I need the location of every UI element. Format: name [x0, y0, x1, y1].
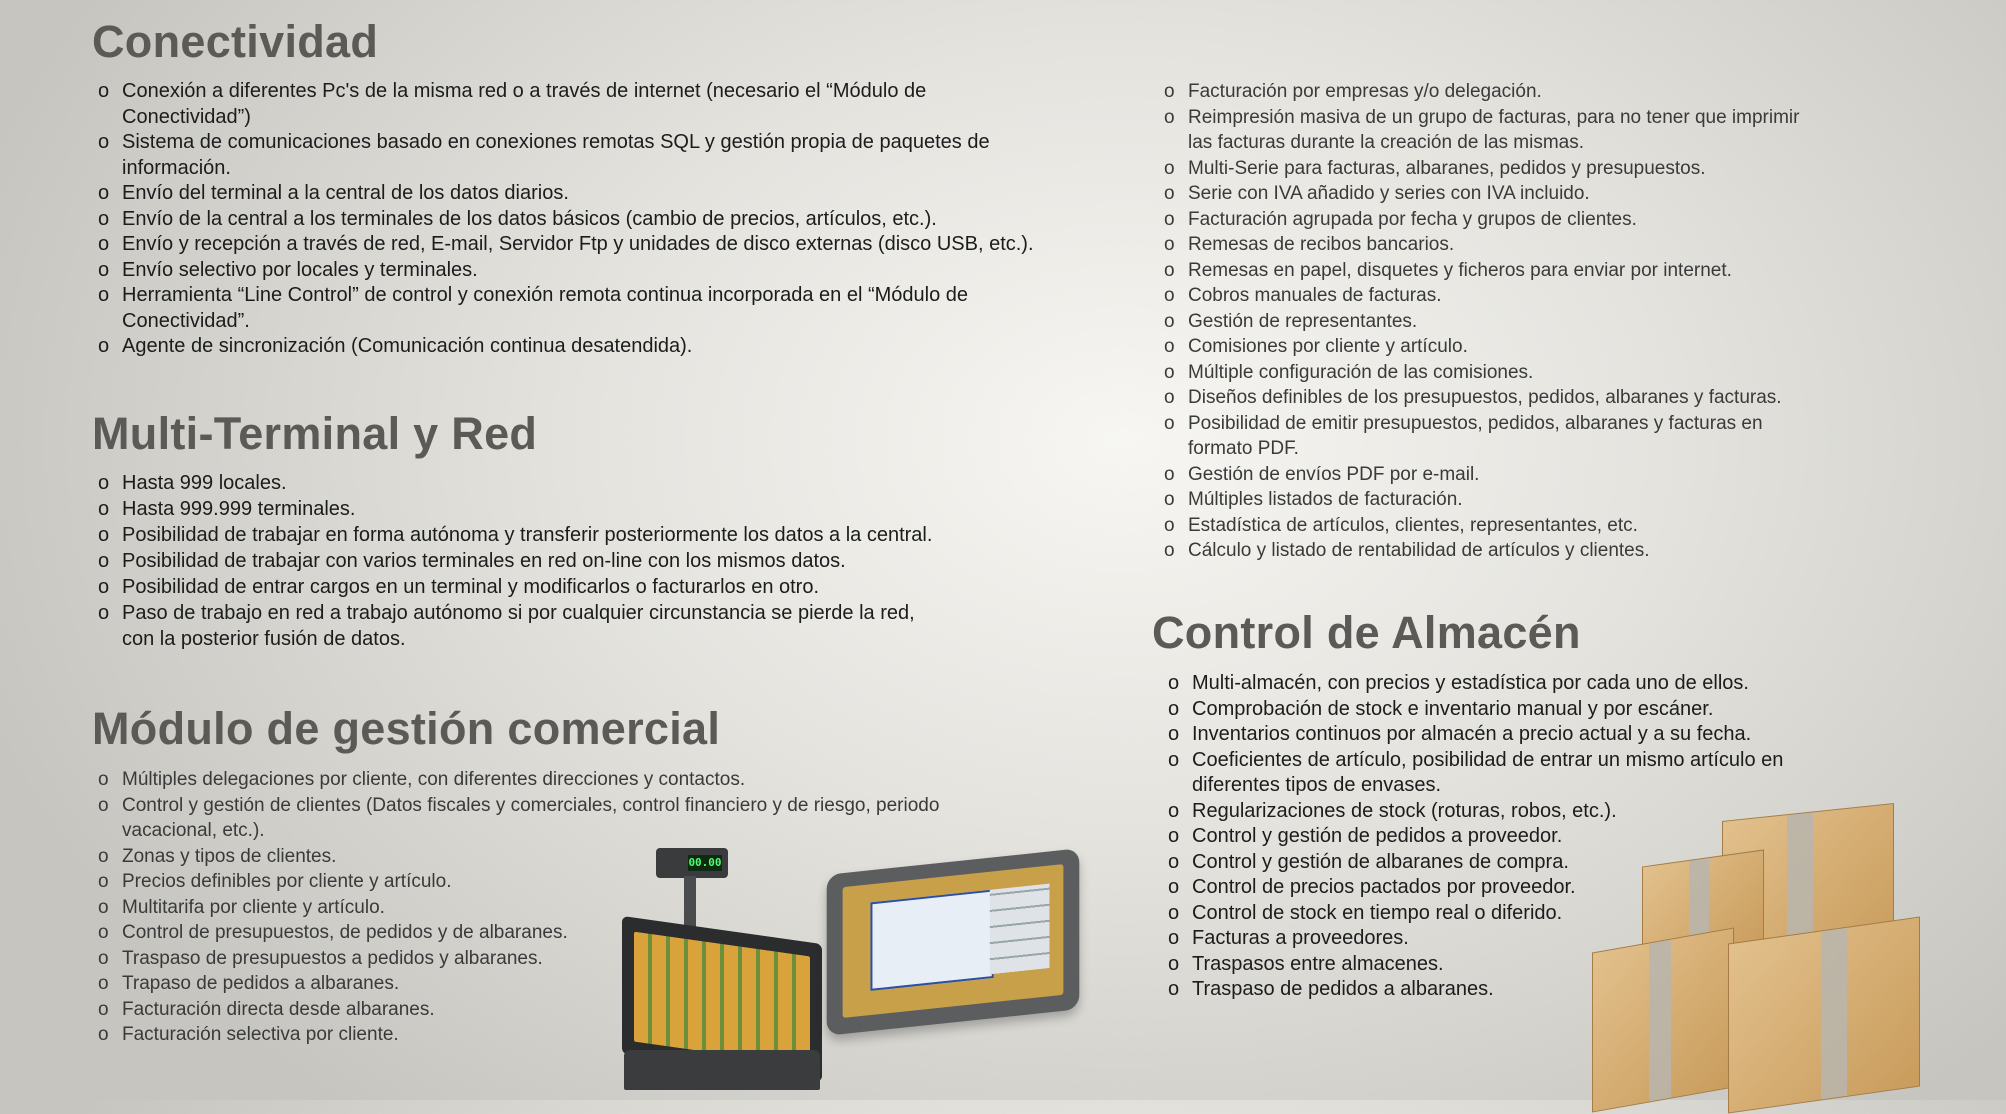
pos-display-digits: 00.00: [688, 856, 722, 869]
list-item: o Zonas y tipos de clientes.: [92, 844, 1032, 870]
list-item: o Envío y recepción a través de red, E-mail, Servidor Ftp y unidades de disco externas (disco USB, etc.).: [92, 232, 1052, 258]
list-item: o Multi-almacén, con precios y estadística por cada uno de ellos.: [1162, 671, 1842, 697]
heading-multiterminal: Multi-Terminal y Red: [92, 408, 538, 459]
list-item: o Sistema de comunicaciones basado en conexiones remotas SQL y gestión propia de paquetes de información.: [92, 130, 1052, 181]
list-item: o Conexión a diferentes Pc's de la misma red o a través de internet (necesario el “Módulo de Conectividad”): [92, 79, 1052, 130]
list-item: o Control de precios pactados por proveedor.: [1162, 875, 1842, 901]
list-item: o Facturas a proveedores.: [1162, 926, 1842, 952]
list-item: o Control y gestión de clientes (Datos fiscales y comerciales, control financiero y de riesgo, periodo vacacional, etc.).: [92, 793, 1032, 844]
list-item: o Traspaso de pedidos a albaranes.: [1162, 977, 1842, 1003]
pos-customer-display: [656, 848, 728, 878]
list-item: o Posibilidad de emitir presupuestos, pedidos, albaranes y facturas en formato PDF.: [1158, 411, 1818, 462]
list-item: o Posibilidad de trabajar en forma autónoma y transferir posteriormente los datos a la central.: [92, 522, 952, 548]
touch-tablet-icon: [827, 848, 1080, 1035]
list-item: o Remesas de recibos bancarios.: [1158, 232, 1818, 258]
list-item: o Serie con IVA añadido y series con IVA incluido.: [1158, 181, 1818, 207]
list-item: o Precios definibles por cliente y artículo.: [92, 869, 1032, 895]
list-item: o Envío del terminal a la central de los datos diarios.: [92, 181, 1052, 207]
pos-base: [624, 1050, 820, 1090]
list-item: o Comisiones por cliente y artículo.: [1158, 334, 1818, 360]
conectividad-list: [92, 79, 1052, 360]
list-item: o Traspasos entre almacenes.: [1162, 952, 1842, 978]
list-item: o Facturación directa desde albaranes.: [92, 997, 1032, 1023]
list-item: o Múltiple configuración de las comisiones.: [1158, 360, 1818, 386]
list-item: o Herramienta “Line Control” de control y conexión remota continua incorporada en el “Módulo de Conectividad”.: [92, 283, 1052, 334]
list-item: o Reimpresión masiva de un grupo de facturas, para no tener que imprimir las facturas durante la creación de las mismas.: [1158, 105, 1818, 156]
list-item: o Múltiples listados de facturación.: [1158, 487, 1818, 513]
list-item: o Envío de la central a los terminales de los datos básicos (cambio de precios, artículos, etc.).: [92, 207, 1052, 233]
multiterminal-list: [92, 470, 952, 652]
heading-almacen: Control de Almacén: [1152, 607, 1581, 658]
list-item: o Facturación por empresas y/o delegación.: [1158, 79, 1818, 105]
list-item: o Facturación selectiva por cliente.: [92, 1022, 1032, 1048]
heading-modulo-gestion: Módulo de gestión comercial: [92, 703, 721, 754]
list-item: o Múltiples delegaciones por cliente, con diferentes direcciones y contactos.: [92, 767, 1032, 793]
list-item: o Control y gestión de albaranes de compra.: [1162, 850, 1842, 876]
list-item: o Control de presupuestos, de pedidos y de albaranes.: [92, 920, 1032, 946]
list-item: o Cobros manuales de facturas.: [1158, 283, 1818, 309]
list-item: o Estadística de artículos, clientes, representantes, etc.: [1158, 513, 1818, 539]
list-item: o Multi-Serie para facturas, albaranes, pedidos y presupuestos.: [1158, 156, 1818, 182]
list-item: o Regularizaciones de stock (roturas, robos, etc.).: [1162, 799, 1842, 825]
list-item: o Control de stock en tiempo real o diferido.: [1162, 901, 1842, 927]
list-item: o Gestión de representantes.: [1158, 309, 1818, 335]
list-item: o Agente de sincronización (Comunicación continua desatendida).: [92, 334, 1052, 360]
list-item: o Inventarios continuos por almacén a precio actual y a su fecha.: [1162, 722, 1842, 748]
list-item: o Hasta 999 locales.: [92, 470, 952, 496]
list-item: o Coeficientes de artículo, posibilidad de entrar un mismo artículo en diferentes tipos de envases.: [1162, 748, 1842, 799]
list-item: o Trapaso de pedidos a albaranes.: [92, 971, 1032, 997]
list-item: o Comprobación de stock e inventario manual y por escáner.: [1162, 697, 1842, 723]
list-item: o Posibilidad de entrar cargos en un terminal y modificarlos o facturarlos en otro.: [92, 574, 952, 600]
list-item: o Envío selectivo por locales y terminales.: [92, 258, 1052, 284]
list-item: o Cálculo y listado de rentabilidad de artículos y clientes.: [1158, 538, 1818, 564]
list-item: o Traspaso de presupuestos a pedidos y albaranes.: [92, 946, 1032, 972]
list-item: o Control y gestión de pedidos a proveedor.: [1162, 824, 1842, 850]
list-item: o Posibilidad de trabajar con varios terminales en red on-line con los mismos datos.: [92, 548, 952, 574]
list-item: o Diseños definibles de los presupuestos, pedidos, albaranes y facturas.: [1158, 385, 1818, 411]
list-item: o Hasta 999.999 terminales.: [92, 496, 952, 522]
heading-conectividad: Conectividad: [92, 16, 379, 67]
list-item: o Multitarifa por cliente y artículo.: [92, 895, 1032, 921]
box-left: [1592, 927, 1734, 1112]
facturacion-list: [1158, 79, 1818, 564]
list-item: o Facturación agrupada por fecha y grupos de clientes.: [1158, 207, 1818, 233]
list-item: o Remesas en papel, disquetes y ficheros para enviar por internet.: [1158, 258, 1818, 284]
list-item: o Paso de trabajo en red a trabajo autónomo si por cualquier circunstancia se pierde la red, con la posterior fusión de datos.: [92, 600, 952, 652]
box-front: [1728, 917, 1920, 1114]
list-item: o Gestión de envíos PDF por e-mail.: [1158, 462, 1818, 488]
